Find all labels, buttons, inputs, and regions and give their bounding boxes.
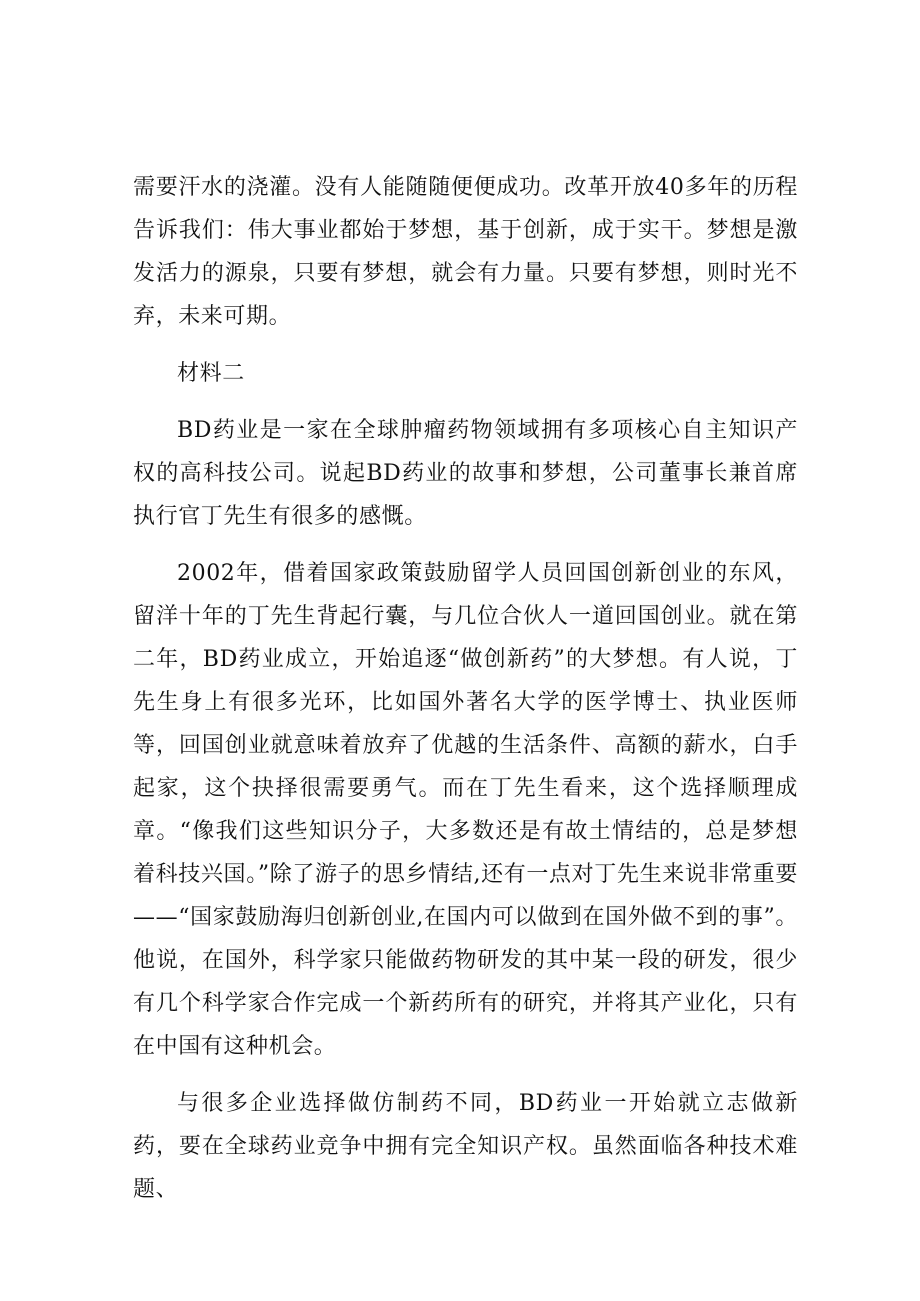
paragraph-opening-continuation: 需要汗水的浇灌。没有人能随随便便成功。改革开放40多年的历程告诉我们：伟大事业都始于梦想，基于创新，成于实干。梦想是激发活力的源泉，只要有梦想，就会有力量。只要有梦想，则时光不弃，未来可期。 [133,175,798,329]
section-heading-material-two: 材料二 [177,361,245,386]
paragraph-new-drug-goal: 与很多企业选择做仿制药不同，BD药业一开始就立志做新药，要在全球药业竞争中拥有完全知识产权。虽然面临各种技术难题、 [133,1091,798,1202]
document-body [133,166,798,1225]
paragraph-founding-story: 2002年，借着国家政策鼓励留学人员回国创新创业的东风，留洋十年的丁先生背起行囊，与几位合伙人一道回国创业。就在第二年，BD药业成立，开始追逐“做创新药”的大梦想。有人说，丁先生身上有很多光环，比如国外著名大学的医学博士、执业医师等，回国创业就意味着放弃了优越的生活条件、高额的薪水，白手起家，这个抉择很需要勇气。而在丁先生看来，这个选择顺理成章。“像我们这些知识分子，大多数还是有故土情结的，总是梦想着科技兴国。”除了游子的思乡情结,还有一点对丁先生来说非常重要——“国家鼓励海归创新创业,在国内可以做到在国外做不到的事”。他说，在国外，科学家只能做药物研发的其中某一段的研发，很少有几个科学家合作完成一个新药所有的研究，并将其产业化，只有在中国有这种机会。 [133,561,798,1059]
paragraph-company-intro: BD药业是一家在全球肿瘤药物领域拥有多项核心自主知识产权的高科技公司。说起BD药业的故事和梦想，公司董事长兼首席执行官丁先生有很多的感慨。 [133,418,798,529]
